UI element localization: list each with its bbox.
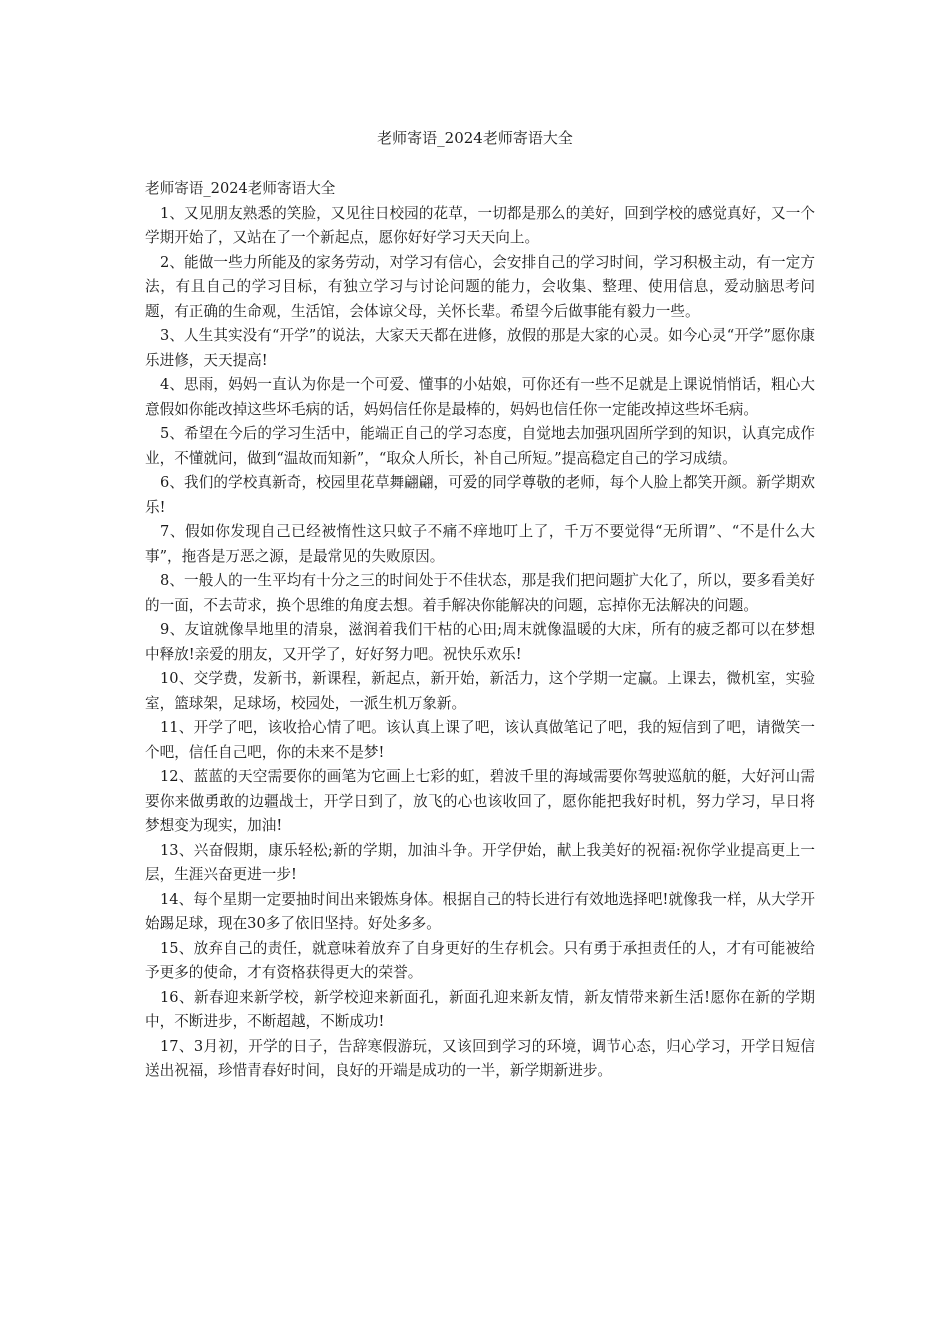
paragraph-8: 8、一般人的一生平均有十分之三的时间处于不佳状态，那是我们把问题扩大化了，所以，要多看美好的一面，不去苛求，换个思维的角度去想。着手解决你能解决的问题，忘掉你无法解决的问题。 xyxy=(145,572,815,614)
paragraph-14: 14、每个星期一定要抽时间出来锻炼身体。根据自己的特长进行有效地选择吧!就像我一样，从大学开始踢足球，现在30多了依旧坚持。好处多多。 xyxy=(145,890,815,932)
paragraph-16: 16、新春迎来新学校，新学校迎来新面孔，新面孔迎来新友情，新友情带来新生活!愿你在新的学期中，不断进步，不断超越，不断成功! xyxy=(145,988,815,1030)
paragraph-5: 5、希望在今后的学习生活中，能端正自己的学习态度，自觉地去加强巩固所学到的知识，认真完成作业，不懂就问，做到“温故而知新”，“取众人所长，补自己所短。”提高稳定自己的学习成绩。 xyxy=(145,425,815,467)
paragraph-13: 13、兴奋假期，康乐轻松;新的学期，加油斗争。开学伊始，献上我美好的祝福:祝你学业提高更上一层，生涯兴奋更进一步! xyxy=(145,841,815,883)
document-subtitle: 老师寄语_2024老师寄语大全 xyxy=(145,180,336,197)
paragraph-12: 12、蓝蓝的天空需要你的画笔为它画上七彩的虹，碧波千里的海域需要你驾驶巡航的艇，大好河山需要你来做勇敢的边疆战士，开学日到了，放飞的心也该收回了，愿你能把我好时机，努力学习，早日将梦想变为现实，加油! xyxy=(145,768,815,834)
paragraph-9: 9、友谊就像旱地里的清泉，滋润着我们干枯的心田;周末就像温暖的大床，所有的疲乏都可以在梦想中释放!亲爱的朋友，又开学了，好好努力吧。祝快乐欢乐! xyxy=(145,621,815,663)
paragraph-2: 2、能做一些力所能及的家务劳动，对学习有信心，会安排自己的学习时间，学习积极主动，有一定方法，有且自己的学习目标，有独立学习与讨论问题的能力，会收集、整理、使用信息，爱动脑思考问题，有正确的生命观，生活馆，会体谅父母，关怀长辈。希望今后做事能有毅力一些。 xyxy=(145,253,815,320)
paragraph-3: 3、人生其实没有“开学”的说法，大家天天都在进修，放假的那是大家的心灵。如今心灵“开学”愿你康乐进修，天天提高! xyxy=(145,327,815,369)
paragraph-15: 15、放弃自己的责任，就意味着放弃了自身更好的生存机会。只有勇于承担责任的人，才有可能被给予更多的使命，才有资格获得更大的荣誉。 xyxy=(145,939,815,981)
paragraph-6: 6、我们的学校真新奇，校园里花草舞翩翩，可爱的同学尊敬的老师，每个人脸上都笑开颜。新学期欢乐! xyxy=(145,474,815,516)
document-body xyxy=(145,177,815,1084)
paragraph-17: 17、3月初，开学的日子，告辞寒假游玩，又该回到学习的环境，调节心态，归心学习，开学日短信送出祝福，珍惜青春好时间，良好的开端是成功的一半，新学期新进步。 xyxy=(145,1037,815,1079)
paragraph-4: 4、思雨，妈妈一直认为你是一个可爱、懂事的小姑娘，可你还有一些不足就是上课说悄悄话，粗心大意假如你能改掉这些坏毛病的话，妈妈信任你是最棒的，妈妈也信任你一定能改掉这些坏毛病。 xyxy=(145,376,815,418)
paragraph-11: 11、开学了吧，该收拾心情了吧。该认真上课了吧，该认真做笔记了吧，我的短信到了吧，请微笑一个吧，信任自己吧，你的未来不是梦! xyxy=(145,719,815,761)
paragraph-7: 7、假如你发现自己已经被惰性这只蚊子不痛不痒地叮上了，千万不要觉得“无所谓”、“不是什么大事”，拖沓是万恶之源，是最常见的失败原因。 xyxy=(145,523,815,565)
page-title: 老师寄语_2024老师寄语大全 xyxy=(377,129,573,147)
paragraph-10: 10、交学费，发新书，新课程，新起点，新开始，新活力，这个学期一定赢。上课去，微机室，实验室，篮球架，足球场，校园处，一派生机万象新。 xyxy=(145,670,815,712)
paragraph-1: 1、又见朋友熟悉的笑脸，又见往日校园的花草，一切都是那么的美好，回到学校的感觉真好，又一个学期开始了，又站在了一个新起点，愿你好好学习天天向上。 xyxy=(145,204,815,246)
